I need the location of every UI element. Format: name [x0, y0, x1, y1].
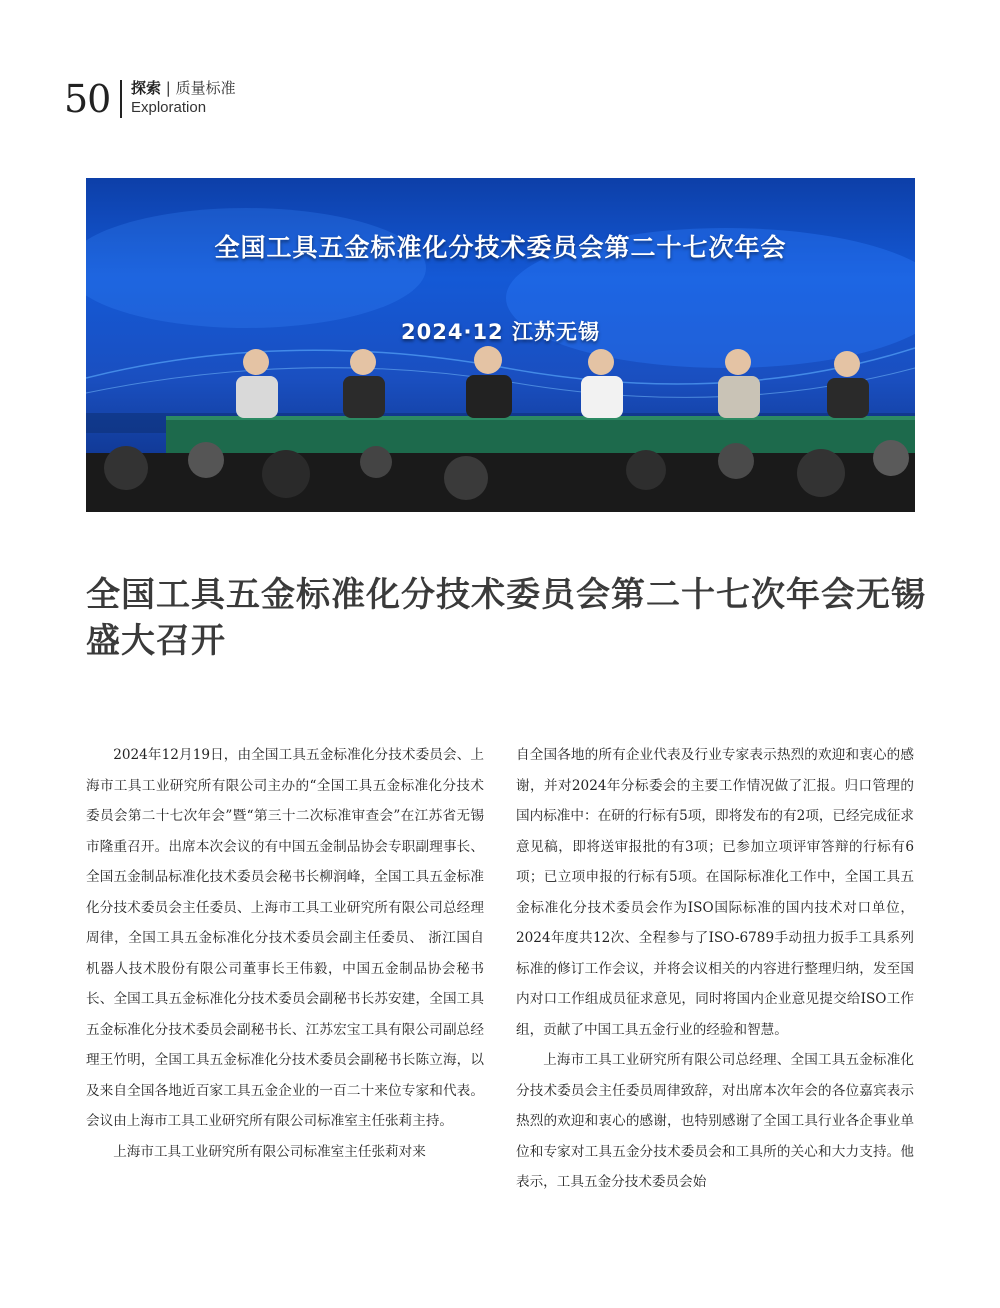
article-column-left — [86, 740, 484, 1167]
section-name-en: Exploration — [131, 99, 207, 116]
section-separator: | — [165, 79, 176, 97]
article-column-right — [516, 740, 914, 1198]
meeting-photo — [86, 178, 915, 512]
header-divider — [120, 80, 122, 118]
page-number: 50 — [64, 77, 111, 121]
section-label — [131, 78, 236, 118]
paragraph: 上海市工具工业研究所有限公司总经理、全国工具五金标准化分技术委员会主任委员周律致辞，对出席本次年会的各位嘉宾表示热烈的欢迎和衷心的感谢，也特别感谢了全国工具行业各企事业单位和专家对工具五金分技术委员会和工具所的关心和大力支持。他表示，工具五金分技术委员会始 — [516, 1052, 914, 1190]
section-name: 探索 — [131, 79, 162, 97]
article-title: 全国工具五金标准化分技术委员会第二十七次年会无锡盛大召开 — [86, 575, 926, 661]
banner-date: 2024·12 江苏无锡 — [401, 320, 600, 344]
subsection-name: 质量标准 — [175, 79, 236, 97]
paragraph: 上海市工具工业研究所有限公司标准室主任张莉对来 — [113, 1143, 426, 1160]
paragraph: 自全国各地的所有企业代表及行业专家表示热烈的欢迎和衷心的感谢，并对2024年分标委会的主要工作情况做了汇报。归口管理的国内标准中：在研的行标有5项，即将发布的有2项，已经完成征求意见稿，即将送审报批的有3项；已参加立项评审答辩的行标有6项；已立项申报的行标有5项。在国际标准化工作中，全国工具五金标准化分技术委员会作为ISO国际标准的国内技术对口单位，2024年度共12次、全程参与了ISO-6789手动扭力扳手工具系列标准的修订工作会议，并将会议相关的内容进行整理归纳，发至国内对口工作组成员征求意见，同时将国内企业意见提交给ISO工作组，贡献了中国工具五金行业的经验和智慧。 — [516, 747, 914, 1038]
banner-title: 全国工具五金标准化分技术委员会第二十七次年会 — [214, 233, 787, 262]
paragraph: 2024年12月19日，由全国工具五金标准化分技术委员会、上海市工具工业研究所有限公司主办的“全国工具五金标准化分技术委员会第二十七次年会”暨“第三十二次标准审查会”在江苏省无锡市隆重召开。出席本次会议的有中国五金制品协会专职副理事长、全国五金制品标准化技术委员会秘书长柳润峰，全国工具五金标准化分技术委员会主任委员、上海市工具工业研究所有限公司总经理周律，全国工具五金标准化分技术委员会副主任委员、 浙江国自机器人技术股份有限公司董事长王伟毅，中国五金制品协会秘书长、全国工具五金标准化分技术委员会副秘书长苏安建，全国工具五金标准化分技术委员会副秘书长、江苏宏宝工具有限公司副总经理王竹明，全国工具五金标准化分技术委员会副秘书长陈立海，以及来自全国各地近百家工具五金企业的一百二十来位专家和代表。会议由上海市工具工业研究所有限公司标准室主任张莉主持。 — [86, 747, 484, 1129]
